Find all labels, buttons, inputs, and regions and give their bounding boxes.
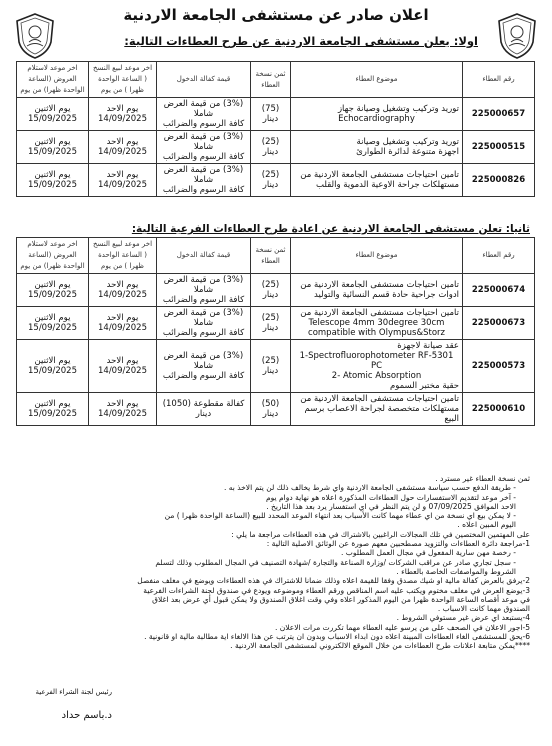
tender-sale-deadline-line: يوم الاحد [106, 280, 139, 290]
tender-submit-deadline-line: يوم الاثنين [34, 170, 71, 180]
table-header-row [17, 62, 535, 98]
tender-price-line: دينار [262, 323, 279, 333]
tender-sale-deadline-line: يوم الاحد [106, 104, 139, 114]
tender-price [251, 98, 291, 131]
tender-guarantee-line: (3%) من قيمة العرض شاملا [163, 308, 244, 328]
tender-sale-deadline-line: يوم الاحد [106, 170, 139, 180]
terms-notes [20, 474, 530, 651]
signature-name: د.باسم حداد [61, 710, 112, 721]
tender-guarantee-line: كافة الرسوم والضرائب [162, 119, 245, 129]
tender-subject [291, 307, 463, 340]
tender-price-line: (25) [261, 137, 280, 147]
tender-guarantee-line: (3%) من قيمة العرض شاملا [163, 351, 244, 371]
tender-subject-line: حقية مختبر السموم [389, 381, 459, 391]
tender-subject-line: اجهزة متنوعة لدائرة الطوارئ [356, 147, 459, 157]
tender-price-line: دينار [262, 147, 279, 157]
tender-guarantee-line: كافة الرسوم والضرائب [162, 185, 245, 195]
tender-subject [291, 98, 463, 131]
col-header-price: ثمن نسخة العطاء [251, 62, 291, 98]
tender-submit-deadline [17, 340, 89, 393]
tender-subject-line: توريد وتركيب وتشغيل وصيانة جهاز [337, 104, 459, 114]
tender-price-line: (25) [261, 170, 280, 180]
tender-ref [463, 307, 535, 340]
note-line: 2-يرفق بالعرض كفالة مالية او شيك مصدق وفقا للقيمة اعلاه وذلك ضمانا للاشتراك في هذه العطاءات ويوضع في مغلف منفصل [137, 576, 530, 586]
tender-sale-deadline-line: 14/09/2025 [98, 409, 147, 419]
note-line: 6-يحق للمستشفى الغاء العطاءات المبينة اعلاه دون ابداء الاسباب وبدون ان يترتب عن هذا الالغاء اية مطالبة مالية او قانونية . [144, 632, 530, 642]
note-line: 3-يوضع العرض في مغلف مختوم ويكتب عليه اسم المناقص ورقم العطاء وموضوعه ويودع في صندوق لجنة الشراءات الفرعية [143, 585, 530, 595]
note-line: الاحد الموافق 07/09/2025 و لن يتم النظر في اي استفسار يرد بعد هذا التاريخ . [266, 501, 516, 511]
retender-table-body [17, 274, 535, 426]
tender-guarantee-line: كافة الرسوم والضرائب [162, 371, 245, 381]
tender-subject-line: PC [370, 361, 383, 371]
col-header-submit-deadline: اخر موعد لاستلام العروض (الساعة الواحدة ظهرا) من يوم [17, 238, 89, 274]
col-header-sale-deadline: اخر موعد لبيع النسخ ( الساعة الواحدة ظهرا ) من يوم [89, 62, 157, 98]
tender-subject-line: 2- Atomic Absorption [331, 371, 422, 381]
tender-sale-deadline [89, 131, 157, 164]
tender-subject-line: تامين احتياجات مستشفى الجامعة الاردنية من [300, 170, 459, 180]
tender-subject-line: مستهلكات متخصصة لجراحة الاعصاب برسم البيع [304, 404, 459, 424]
tender-subject [291, 274, 463, 307]
tender-sale-deadline-line: 14/09/2025 [98, 114, 147, 124]
tender-guarantee-line: (3%) من قيمة العرض شاملا [163, 165, 244, 185]
tender-guarantee [157, 274, 251, 307]
university-hospital-logo-icon [496, 12, 538, 60]
tender-ref [463, 131, 535, 164]
note-line: - آخر موعد لتقديم الاستفسارات حول العطاءات المذكورة اعلاه هو نهاية دوام يوم [266, 492, 516, 502]
note-line: في موعد أقصاه الساعة الواحدة ظهرا من اليوم المذكور اعلاه وفي وقت اغلاق الصندوق ولا يمكن قبول أي عرض بعد اغلاق [152, 594, 530, 604]
tender-submit-deadline [17, 274, 89, 307]
table-row [17, 340, 535, 393]
tender-guarantee-line: كافة الرسوم والضرائب [162, 152, 245, 162]
tender-guarantee [157, 164, 251, 197]
tender-subject-line: مستهلكات جراحة الاوعية الدموية والقلب [316, 180, 459, 190]
tender-price [251, 274, 291, 307]
tender-subject [291, 131, 463, 164]
note-line: ثمن نسخة العطاء غير مسترد . [435, 474, 530, 483]
tender-ref [463, 164, 535, 197]
tender-guarantee-line: كافة الرسوم والضرائب [162, 328, 245, 338]
tender-submit-deadline-line: 15/09/2025 [28, 114, 77, 124]
col-header-submit-deadline: اخر موعد لاستلام العروض (الساعة الواحدة ظهرا) من يوم [17, 62, 89, 98]
tender-submit-deadline [17, 131, 89, 164]
table-row [17, 393, 535, 426]
tender-sale-deadline-line: يوم الاحد [106, 137, 139, 147]
tender-submit-deadline-line: 15/09/2025 [28, 180, 77, 190]
note-line: اليوم المبين اعلاه . [457, 520, 516, 530]
tender-ref-line: 225000673 [471, 318, 526, 328]
tender-guarantee [157, 307, 251, 340]
table-header-row [17, 238, 535, 274]
col-header-subject: موضوع العطاء [291, 62, 463, 98]
tender-submit-deadline-line: يوم الاثنين [34, 280, 71, 290]
note-line: 5-اجور الاعلان في الصحف على من يرسو عليه العطاء مهما تكررت مرات الاعلان . [275, 622, 530, 632]
tender-subject-line: تامين احتياجات مستشفى الجامعة الاردنية من [300, 394, 459, 404]
tender-ref-line: 225000573 [471, 361, 526, 371]
tender-ref-line: 225000826 [471, 175, 526, 185]
tender-subject-line: Telescope 4mm 30degree 30cm [308, 318, 445, 328]
hospital-emblem-icon [14, 12, 56, 60]
tender-submit-deadline [17, 164, 89, 197]
tender-submit-deadline [17, 98, 89, 131]
tender-guarantee-line: (3%) من قيمة العرض شاملا [163, 132, 244, 152]
tender-submit-deadline-line: يوم الاثنين [34, 356, 71, 366]
tender-guarantee [157, 131, 251, 164]
tender-ref-line: 225000515 [471, 142, 526, 152]
tender-sale-deadline-line: 14/09/2025 [98, 147, 147, 157]
tender-subject-line: Echocardiography [338, 114, 415, 124]
tender-subject-line: تامين احتياجات مستشفى الجامعة الاردنية من [300, 280, 459, 290]
tender-ref-line: 225000657 [471, 109, 526, 119]
tender-submit-deadline-line: يوم الاثنين [34, 137, 71, 147]
tender-ref-line: 225000610 [471, 404, 526, 414]
tender-price-line: (75) [261, 104, 280, 114]
tender-guarantee [157, 393, 251, 426]
tender-sale-deadline [89, 164, 157, 197]
table-row [17, 274, 535, 307]
tender-price-line: دينار [262, 366, 279, 376]
tender-subject [291, 340, 463, 393]
tender-sale-deadline-line: 14/09/2025 [98, 290, 147, 300]
tender-ref [463, 274, 535, 307]
tender-sale-deadline-line: 14/09/2025 [98, 366, 147, 376]
tender-submit-deadline-line: يوم الاثنين [34, 104, 71, 114]
tender-price-line: دينار [262, 290, 279, 300]
table-row [17, 307, 535, 340]
tender-submit-deadline-line: يوم الاثنين [34, 399, 71, 409]
note-line: - طريقة الدفع حسب سياسة مستشفى الجامعة الاردنية واي شرط يخالف ذلك لن يتم الاخذ به . [223, 483, 516, 493]
tender-ref [463, 98, 535, 131]
tender-price-line: دينار [262, 114, 279, 124]
tender-sale-deadline-line: يوم الاحد [106, 313, 139, 323]
tender-sale-deadline [89, 98, 157, 131]
col-header-guarantee: قيمة كفالة الدخول [157, 62, 251, 98]
tender-price-line: دينار [262, 409, 279, 419]
tender-submit-deadline [17, 307, 89, 340]
tender-price [251, 340, 291, 393]
note-line: - سجل تجاري صادر عن مراقب الشركات /وزارة الصناعة والتجارة /شهادة التصنيف في المجال المطلوب وذلك لتسلم [155, 557, 516, 567]
tender-price-line: (25) [261, 356, 280, 366]
tender-submit-deadline [17, 393, 89, 426]
note-line: الشروط والمواصفات الخاصة بالعطاء . [396, 566, 516, 576]
section2-heading: ثانيا: تعلن مستشفى الجامعة الاردنية عن اعادة طرح العطاءات الفرعية التالية: [131, 223, 530, 235]
tender-ref [463, 340, 535, 393]
tender-sale-deadline-line: يوم الاحد [106, 356, 139, 366]
tender-sale-deadline [89, 274, 157, 307]
tenders-table [16, 61, 535, 197]
note-line: 4-يستبعد اي عرض غير مستوفي الشروط . [396, 613, 530, 623]
tender-subject-line: توريد وتركيب وتشغيل وصيانة [356, 137, 459, 147]
tender-guarantee [157, 340, 251, 393]
note-line: على المهتمين المختصين في تلك المجالات الراغبين بالاشتراك في هذه العطاءات مراجعة ما يلي : [231, 529, 530, 539]
tender-subject-line: عقد صيانة لاجهزة [397, 341, 459, 351]
table-row [17, 164, 535, 197]
tender-subject-line: 1-Spectrofluorophotometer RF-5301 [299, 351, 454, 361]
tender-submit-deadline-line: يوم الاثنين [34, 313, 71, 323]
note-line: 1-مراجعة دائرة العطاءات والتزويد مصطحبين معهم صورة عن الوثائق الاصلية التالية : [266, 539, 530, 549]
tender-ref-line: 225000674 [471, 285, 526, 295]
tender-submit-deadline-line: 15/09/2025 [28, 147, 77, 157]
tender-sale-deadline-line: 14/09/2025 [98, 323, 147, 333]
tender-price [251, 131, 291, 164]
tender-guarantee-line: (3%) من قيمة العرض شاملا [163, 99, 244, 119]
table-row [17, 131, 535, 164]
tender-price-line: (25) [261, 280, 280, 290]
col-header-ref: رقم العطاء [463, 238, 535, 274]
tender-subject [291, 164, 463, 197]
tender-subject [291, 393, 463, 426]
tender-submit-deadline-line: 15/09/2025 [28, 290, 77, 300]
table-row [17, 98, 535, 131]
tender-price [251, 307, 291, 340]
tender-guarantee-line: (3%) من قيمة العرض شاملا [163, 275, 244, 295]
tender-submit-deadline-line: 15/09/2025 [28, 409, 77, 419]
tender-guarantee-line: كافة الرسوم والضرائب [162, 295, 245, 305]
col-header-subject: موضوع العطاء [291, 238, 463, 274]
col-header-sale-deadline: اخر موعد لبيع النسخ ( الساعة الواحدة ظهرا ) من يوم [89, 238, 157, 274]
tender-price [251, 393, 291, 426]
tender-price-line: (50) [261, 399, 280, 409]
tender-sale-deadline-line: يوم الاحد [106, 399, 139, 409]
col-header-ref: رقم العطاء [463, 62, 535, 98]
tender-ref [463, 393, 535, 426]
tenders-table-body [17, 98, 535, 197]
note-line: - لا يمكن بيع اي نسخة من اي عطاء مهما كانت الأسباب بعد انتهاء الموعد المحدد للبيع (الساعة الواحدة ظهرا ) من [164, 511, 516, 521]
tender-price-line: دينار [262, 180, 279, 190]
tender-subject-line: ادوات جراحية حادة قسم النسائية والتوليد [314, 290, 459, 300]
tender-guarantee [157, 98, 251, 131]
tender-guarantee-line: كفالة مقطوعة (1050) دينار [162, 399, 245, 419]
tender-subject-line: تامين احتياجات مستشفى الجامعة الاردنية من [300, 308, 459, 318]
signature-title: رئيس لجنة الشراء الفرعية [35, 688, 112, 696]
tender-price [251, 164, 291, 197]
tender-submit-deadline-line: 15/09/2025 [28, 323, 77, 333]
section1-heading: اولا: يعلن مستشفى الجامعة الاردنية عن طرح العطاءات التالية: [124, 34, 478, 48]
note-line: ****يمكن متابعة اعلانات طرح العطاءات من خلال الموقع الالكتروني لمستشفى الجامعة الاردنية . [230, 641, 530, 651]
note-line: - رخصة مهن سارية المفعول في مجال العمل المطلوب . [341, 548, 516, 558]
page-title: اعلان صادر عن مستشفى الجامعة الاردنية [123, 6, 429, 24]
tender-sale-deadline [89, 307, 157, 340]
tender-sale-deadline [89, 340, 157, 393]
tender-sale-deadline-line: 14/09/2025 [98, 180, 147, 190]
tender-subject-line: compatible with Olympus&Storz [308, 328, 445, 338]
note-line: الصندوق مهما كانت الاسباب . [437, 604, 530, 614]
col-header-price: ثمن نسخة العطاء [251, 238, 291, 274]
tender-price-line: (25) [261, 313, 280, 323]
tender-sale-deadline [89, 393, 157, 426]
tender-submit-deadline-line: 15/09/2025 [28, 366, 77, 376]
retender-table [16, 237, 535, 426]
col-header-guarantee: قيمة كفالة الدخول [157, 238, 251, 274]
